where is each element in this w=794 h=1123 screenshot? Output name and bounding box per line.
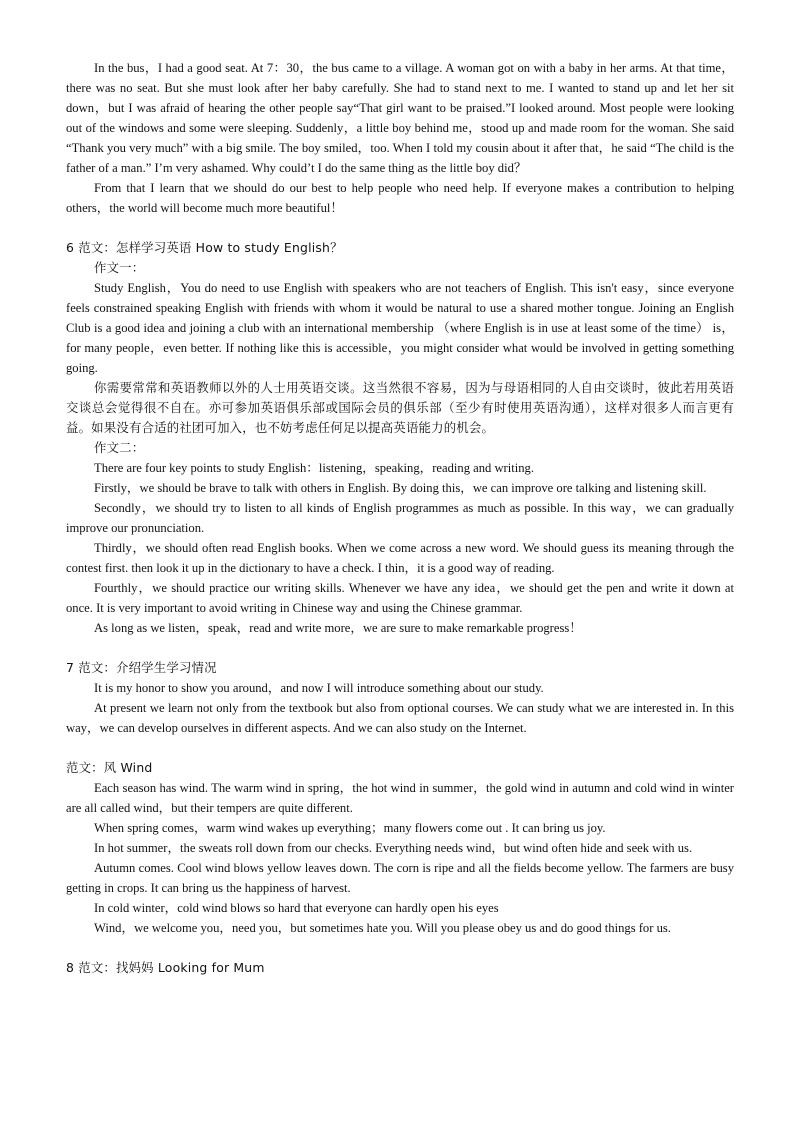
section-7-paragraph-1: It is my honor to show you around，and now I will introduce something about our study. bbox=[94, 681, 544, 695]
document-page bbox=[66, 58, 734, 978]
essay-2-thirdly: Thirdly，we should often read English books. When we come across a new word. We should guess its meaning through the contest first. then look it up in the dictionary to have a check. I thin，it is a good way of reading. bbox=[66, 541, 734, 575]
essay-1-english: Study English，You do need to use English with speakers who are not teachers of English. This isn't easy，since everyone feels constrained speaking English with friends with whom it would be natural to use a shared mother tongue. Joining an English Club is a good idea and joining a club with an international membership （where English is in use at least some of the time） is，for many people，even better. If nothing like this is accessible，you might consider what would be involved in getting something going. bbox=[66, 281, 734, 375]
essay-2-conclusion: As long as we listen，speak，read and write more，we are sure to make remarkable progress！ bbox=[94, 621, 582, 635]
essay-2-label: 作文二： bbox=[94, 440, 145, 455]
essay-2-secondly: Secondly，we should try to listen to all kinds of English programmes as much as possible. In this way，we can gradually improve our pronunciation. bbox=[66, 501, 734, 535]
wind-paragraph-1: Each season has wind. The warm wind in spring，the hot wind in summer，the gold wind in autumn and cold wind in winter are all called wind，but their tempers are quite different. bbox=[66, 781, 734, 815]
wind-paragraph-3: In hot summer，the sweats roll down from our checks. Everything needs wind，but wind often hide and seek with us. bbox=[94, 841, 693, 855]
section-7-paragraph-2: At present we learn not only from the textbook but also from optional courses. We can study what we are interested in. In this way，we can develop ourselves in different aspects. And we can also study on the Internet. bbox=[66, 701, 734, 735]
essay-2-firstly: Firstly，we should be brave to talk with others in English. By doing this，we can improve ore talking and listening skill. bbox=[94, 481, 707, 495]
wind-paragraph-4: Autumn comes. Cool wind blows yellow leaves down. The corn is ripe and all the fields become yellow. The farmers are busy getting in crops. It can bring us the happiness of harvest. bbox=[66, 861, 734, 895]
essay-2-intro: There are four key points to study English：listening，speaking，reading and writing. bbox=[94, 461, 534, 475]
story-paragraph-1: In the bus，I had a good seat. At 7：30，the bus came to a village. A woman got on with a baby in her arms. At that time，there was no seat. But she must look after her baby carefully. She had to stand next to me. I wanted to stand up and let her sit down，but I was afraid of hearing the other people say“That girl want to be praised.”I looked around. Most people were looking out of the windows and some were sleeping. Suddenly，a little boy behind me，stood up and made room for the woman. She said “Thank you very much” with a big smile. The boy smiled，too. When I told my cousin about it after that，he said “The child is the father of a man.” I’m very ashamed. Why could’t I do the same thing as the little boy did？ bbox=[66, 61, 734, 175]
section-7-heading: 7 范文：介绍学生学习情况 bbox=[66, 660, 217, 675]
wind-paragraph-5: In cold winter，cold wind blows so hard that everyone can hardly open his eyes bbox=[94, 901, 499, 915]
section-8-heading: 8 范文：找妈妈 Looking for Mum bbox=[66, 960, 265, 975]
story-paragraph-2: From that I learn that we should do our best to help people who need help. If everyone makes a contribution to helping others，the world will become much more beautiful！ bbox=[66, 181, 734, 215]
wind-heading: 范文：风 Wind bbox=[66, 760, 153, 775]
essay-1-label: 作文一： bbox=[94, 260, 145, 275]
section-6-heading: 6 范文：怎样学习英语 How to study English？ bbox=[66, 240, 343, 255]
essay-1-chinese: 你需要常常和英语教师以外的人士用英语交谈。这当然很不容易，因为与母语相同的人自由交谈时，彼此若用英语交谈总会觉得很不自在。亦可参加英语俱乐部或国际会员的俱乐部（至少有时使用英语沟通），这样对很多人而言更有益。如果没有合适的社团可加入，也不妨考虑任何足以提高英语能力的机会。 bbox=[66, 380, 734, 435]
wind-paragraph-6: Wind，we welcome you，need you，but sometimes hate you. Will you please obey us and do good things for us. bbox=[94, 921, 671, 935]
essay-2-fourthly: Fourthly，we should practice our writing skills. Whenever we have any idea，we should get the pen and write it down at once. It is very important to avoid writing in Chinese way and using the Chinese grammar. bbox=[66, 581, 734, 615]
wind-paragraph-2: When spring comes，warm wind wakes up everything；many flowers come out . It can bring us joy. bbox=[94, 821, 606, 835]
